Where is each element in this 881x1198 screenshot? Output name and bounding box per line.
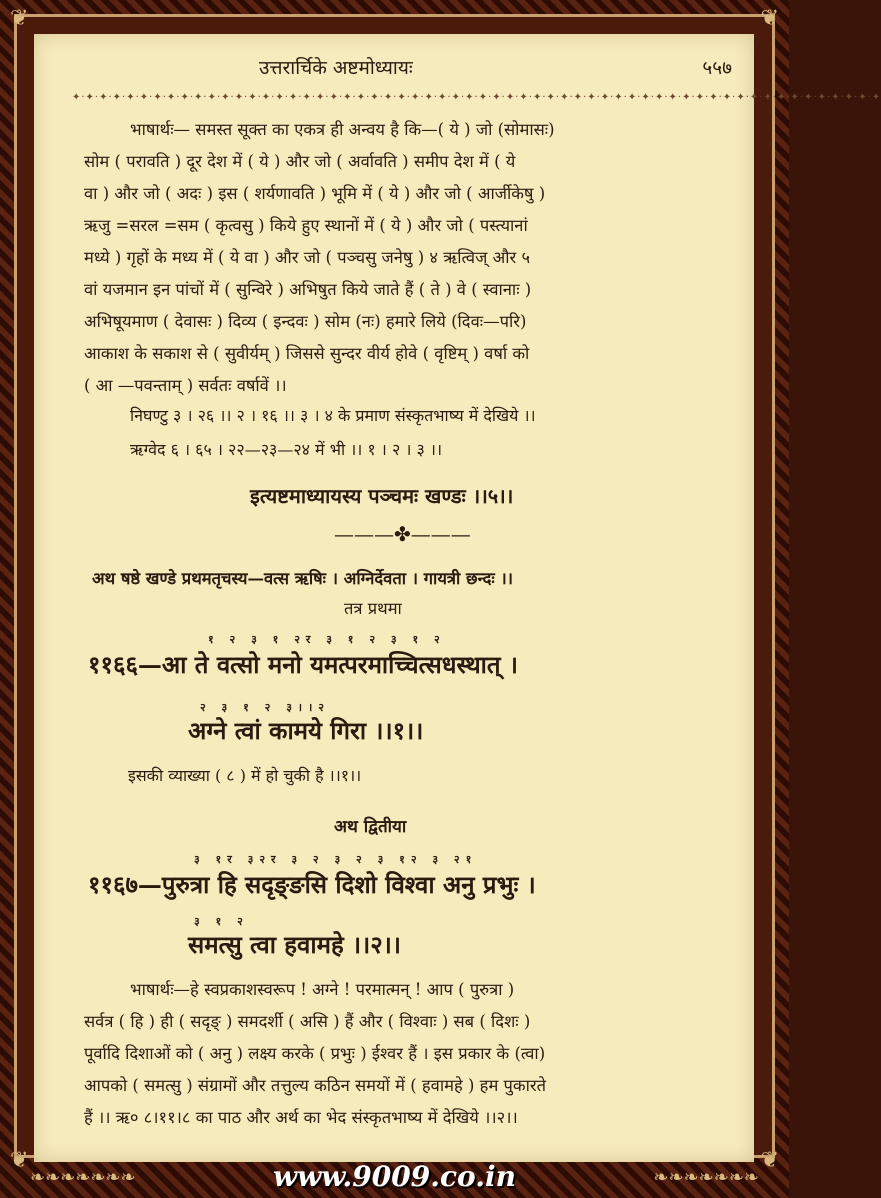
- text-line: पूर्वादि दिशाओं को ( अनु ) लक्ष्य करके ( प्रभुः ) ईश्वर हैं । इस प्रकार के (त्वा): [84, 1044, 546, 1063]
- corner-ornament-icon: ❦: [760, 6, 779, 31]
- text-line: वा ) और जो ( अदः ) इस ( शर्यणावति ) भूमि में ( ये ) और जो ( आर्जीकेषु ): [84, 184, 546, 203]
- khanda-end: इत्यष्टमाध्यायस्य पञ्चमः खण्डः ।।५।।: [250, 484, 514, 508]
- mantra-text: समत्सु त्वा हवामहे ।।२।।: [188, 930, 401, 959]
- atha-dvitiya: अथ द्वितीया: [334, 817, 407, 837]
- section-intro: अथ षष्ठे खण्डे प्रथमतृचस्य—वत्स ऋषिः । अग्निर्देवता । गायत्री छन्दः ।।: [92, 569, 514, 588]
- text-line: मध्ये ) गृहों के मध्य में ( ये वा ) और जो ( पञ्चसु जनेषु ) ४ ऋत्विज् और ५: [84, 248, 531, 267]
- text-line: भाषार्थः—हे स्वप्रकाशस्वरूप ! अग्ने ! परमात्मन् ! आप ( पुरुत्रा ): [130, 980, 515, 999]
- text-line: हैं ।। ऋ० ८।११।८ का पाठ और अर्थ का भेद संस्कृतभाष्य में देखिये ।।२।।: [84, 1108, 518, 1127]
- mantra-text: अग्ने त्वां कामये गिरा ।।१।।: [188, 716, 424, 745]
- section-divider: ———✤———: [334, 522, 471, 546]
- reference-line: निघण्टु ३ । २६ ।। २ । १६ ।। ३ । ४ के प्रमाण संस्कृतभाष्य में देखिये ।।: [130, 406, 536, 425]
- book-page: [34, 34, 881, 1162]
- text-line: ( आ —पवन्ताम् ) सर्वतः वर्षावें ।।: [84, 376, 287, 395]
- corner-ornament-icon: ❦: [760, 1148, 779, 1173]
- page-header: [34, 54, 754, 84]
- page-number: ५५७: [702, 57, 732, 79]
- text-line: सर्वत्र ( हि ) ही ( सदृङ् ) समदर्शी ( असि ) हैं और ( विश्वाः ) सब ( दिशः ): [84, 1012, 531, 1031]
- page-title: उत्तरार्चिके अष्टमोध्यायः: [259, 57, 413, 79]
- svara-marks: २ ३ १ २ ३।।२: [200, 701, 330, 714]
- text-line: वां यजमान इन पांचों में ( सुन्विरे ) अभिषुत किये जाते हैं ( ते ) वे ( स्वानाः ): [84, 280, 532, 299]
- text-line: ऋजु =सरल =सम ( कृत्वसु ) किये हुए स्थानों में ( ये ) और जो ( पस्त्यानां: [84, 216, 528, 235]
- svara-marks: १ २ ३ १ २र ३ १ २ ३ १ २: [208, 633, 446, 646]
- footer-ornament-icon: ❧❧❧❧❧❧❧: [30, 1167, 136, 1188]
- mantra-note: इसकी व्याख्या ( ८ ) में हो चुकी है ।।१।।: [128, 766, 362, 785]
- footer-url: www.9009.co.in: [273, 1160, 516, 1193]
- corner-ornament-icon: ❦: [10, 6, 29, 31]
- corner-ornament-icon: ❦: [10, 1148, 29, 1173]
- mantra-text: ११६७—पुरुत्रा हि सदृङ्ङसि दिशो विश्वा अनु प्रभुः ।: [88, 870, 536, 899]
- svara-marks: ३ १र ३२र ३ २ ३ २ ३ १२ ३ २१: [194, 853, 478, 866]
- header-divider: ✦·✦·✦·✦·✦·✦·✦·✦·✦·✦·✦·✦·✦·✦·✦·✦·✦·✦·✦·✦·✦·✦·✦·✦·✦·✦·✦·✦·✦·✦·✦·✦·✦·✦·✦·✦·✦·✦·✦·✦·✦·✦·✦·✦·✦·✦·✦·✦·✦·✦·✦·✦·✦·✦·✦·✦·✦·✦·✦·✦: [72, 92, 881, 103]
- svara-marks: ३ १ २: [194, 915, 249, 928]
- text-line: अभिषूयमाण ( देवासः ) दिव्य ( इन्दवः ) सोम (नः) हमारे लिये (दिवः—परि): [84, 312, 527, 331]
- text-line: भाषार्थः— समस्त सूक्त का एकत्र ही अन्वय है कि—( ये ) जो (सोमासः): [130, 120, 555, 139]
- footer-ornament-icon: ❧❧❧❧❧❧❧: [653, 1167, 759, 1188]
- reference-line: ऋग्वेद ६ । ६५ । २२—२३—२४ में भी ।। १ । २ । ३ ।।: [130, 440, 443, 459]
- text-line: सोम ( परावति ) दूर देश में ( ये ) और जो ( अर्वावति ) समीप देश में ( ये: [84, 152, 516, 171]
- text-line: आकाश के सकाश से ( सुवीर्यम् ) जिससे सुन्दर वीर्य होवे ( वृष्टिम् ) वर्षा को: [84, 344, 530, 363]
- mantra-text: ११६६—आ ते वत्सो मनो यमत्परमाच्चित्सधस्थात् ।: [88, 650, 519, 679]
- tatra-prathama: तत्र प्रथमा: [344, 599, 402, 618]
- text-line: आपको ( समत्सु ) संग्रामों और तत्तुल्य कठिन समयों में ( हवामहे ) हम पुकारते: [84, 1076, 547, 1095]
